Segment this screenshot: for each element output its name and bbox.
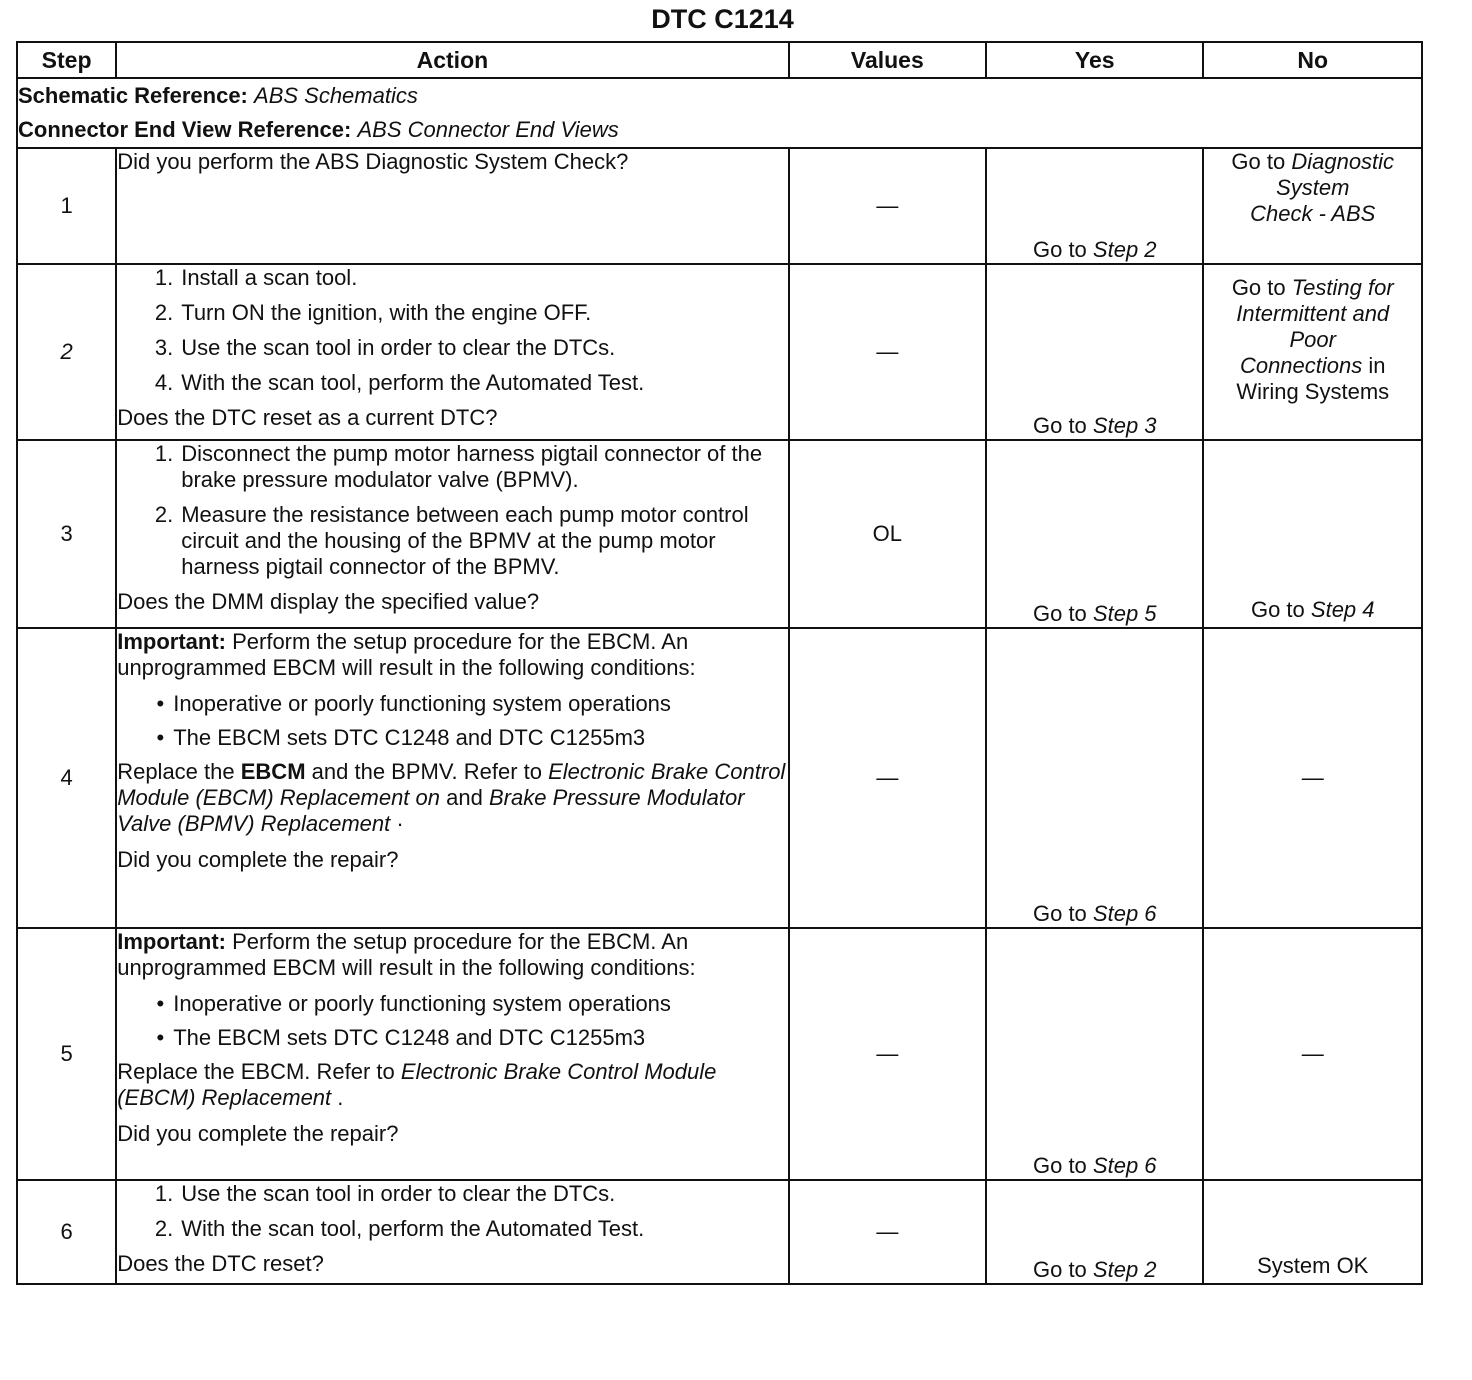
important-note: Important: Perform the setup procedure for the EBCM. An unprogrammed EBCM will result in the following conditions: bbox=[117, 929, 696, 980]
header-action: Action bbox=[116, 42, 788, 78]
yes-target: Step 6 bbox=[1092, 1153, 1157, 1178]
important-note: Important: Perform the setup procedure for the EBCM. An unprogrammed EBCM will result in the following conditions: bbox=[117, 629, 696, 680]
list-item: 1. Use the scan tool in order to clear the DTCs. bbox=[154, 1181, 616, 1206]
no-target: Step 4 bbox=[1310, 597, 1375, 622]
yes-cell: Go to Step 5 bbox=[986, 440, 1203, 628]
list-item: • Inoperative or poorly functioning system operations bbox=[156, 691, 671, 716]
list-item: 4. With the scan tool, perform the Automated Test. bbox=[154, 370, 645, 395]
action-question: Did you perform the ABS Diagnostic System Check? bbox=[117, 149, 629, 174]
yes-cell: Go to Step 6 bbox=[986, 628, 1203, 928]
no-cell: — bbox=[1203, 928, 1422, 1180]
yes-target: Step 3 bbox=[1092, 413, 1157, 438]
yes-cell: Go to Step 2 bbox=[986, 1180, 1203, 1284]
replace-instruction: Replace the EBCM and the BPMV. Refer to Electronic Brake Control Module (EBCM) Replacement on and Brake Pressure Modulator Valve (BPMV) Replacement · bbox=[117, 759, 786, 836]
connector-reference-value: ABS Connector End Views bbox=[357, 117, 619, 142]
replace-instruction: Replace the EBCM. Refer to Electronic Brake Control Module (EBCM) Replacement . bbox=[117, 1059, 717, 1110]
list-item: 2. With the scan tool, perform the Automated Test. bbox=[154, 1216, 645, 1241]
no-cell: Go to Step 4 bbox=[1203, 440, 1422, 628]
no-cell: Go to Testing for Intermittent and Poor Connections in Wiring Systems bbox=[1203, 264, 1422, 440]
action-question: Does the DTC reset? bbox=[117, 1251, 324, 1276]
page-title: DTC C1214 bbox=[651, 4, 794, 34]
yes-cell: Go to Step 2 bbox=[986, 148, 1203, 264]
values-cell: OL bbox=[789, 440, 986, 628]
values-cell: — bbox=[789, 628, 986, 928]
values-cell: — bbox=[789, 148, 986, 264]
step-number: 6 bbox=[17, 1180, 116, 1284]
list-item: 2. Turn ON the ignition, with the engine OFF. bbox=[154, 300, 592, 325]
list-item: • Inoperative or poorly functioning system operations bbox=[156, 991, 671, 1016]
action-question: Does the DMM display the specified value? bbox=[117, 589, 540, 614]
table-row bbox=[17, 628, 1422, 928]
action-cell bbox=[116, 264, 788, 440]
table-row bbox=[17, 264, 1422, 440]
diagnostic-table bbox=[16, 41, 1423, 1285]
list-item: 1. Install a scan tool. bbox=[154, 265, 358, 290]
step-number: 1 bbox=[17, 148, 116, 264]
action-question: Did you complete the repair? bbox=[117, 847, 399, 872]
step-number: 4 bbox=[17, 628, 116, 928]
header-yes: Yes bbox=[986, 42, 1203, 78]
action-cell bbox=[116, 440, 788, 628]
no-cell: System OK bbox=[1203, 1180, 1422, 1284]
yes-target: Step 2 bbox=[1092, 237, 1157, 262]
yes-target: Step 6 bbox=[1092, 901, 1157, 926]
list-item: 2. Measure the resistance between each pump motor control circuit and the housing of the BPMV at the pump motor harness pigtail connector of the BPMV. bbox=[154, 502, 749, 579]
no-cell: Go to Diagnostic System Check - ABS bbox=[1203, 148, 1422, 264]
list-item: 1. Disconnect the pump motor harness pigtail connector of the brake pressure modulator valve (BPMV). bbox=[154, 441, 763, 492]
yes-cell: Go to Step 6 bbox=[986, 928, 1203, 1180]
yes-target: Step 5 bbox=[1092, 601, 1157, 626]
values-cell: — bbox=[789, 264, 986, 440]
action-cell bbox=[116, 148, 788, 264]
list-item: 3. Use the scan tool in order to clear the DTCs. bbox=[154, 335, 616, 360]
action-cell bbox=[116, 1180, 788, 1284]
yes-target: Step 2 bbox=[1092, 1257, 1157, 1282]
values-cell: — bbox=[789, 1180, 986, 1284]
header-no: No bbox=[1203, 42, 1422, 78]
action-cell bbox=[116, 928, 788, 1180]
no-cell: — bbox=[1203, 628, 1422, 928]
list-item: • The EBCM sets DTC C1248 and DTC C1255m3 bbox=[156, 1025, 646, 1050]
action-question: Did you complete the repair? bbox=[117, 1121, 399, 1146]
step-number: 2 bbox=[17, 264, 116, 440]
header-step: Step bbox=[17, 42, 116, 78]
schematic-reference: Schematic Reference: ABS Schematics bbox=[18, 83, 418, 108]
reference-cell bbox=[17, 78, 1422, 148]
header-row bbox=[17, 42, 1422, 78]
step-number: 5 bbox=[17, 928, 116, 1180]
schematic-reference-value: ABS Schematics bbox=[254, 83, 418, 108]
header-values: Values bbox=[789, 42, 986, 78]
connector-reference: Connector End View Reference: ABS Connector End Views bbox=[18, 117, 619, 142]
action-question: Does the DTC reset as a current DTC? bbox=[117, 405, 498, 430]
table-row bbox=[17, 148, 1422, 264]
yes-cell: Go to Step 3 bbox=[986, 264, 1203, 440]
list-item: • The EBCM sets DTC C1248 and DTC C1255m3 bbox=[156, 725, 646, 750]
table-row bbox=[17, 1180, 1422, 1284]
action-cell bbox=[116, 628, 788, 928]
step-number: 3 bbox=[17, 440, 116, 628]
reference-row bbox=[17, 78, 1422, 148]
values-cell: — bbox=[789, 928, 986, 1180]
table-row bbox=[17, 928, 1422, 1180]
table-row bbox=[17, 440, 1422, 628]
